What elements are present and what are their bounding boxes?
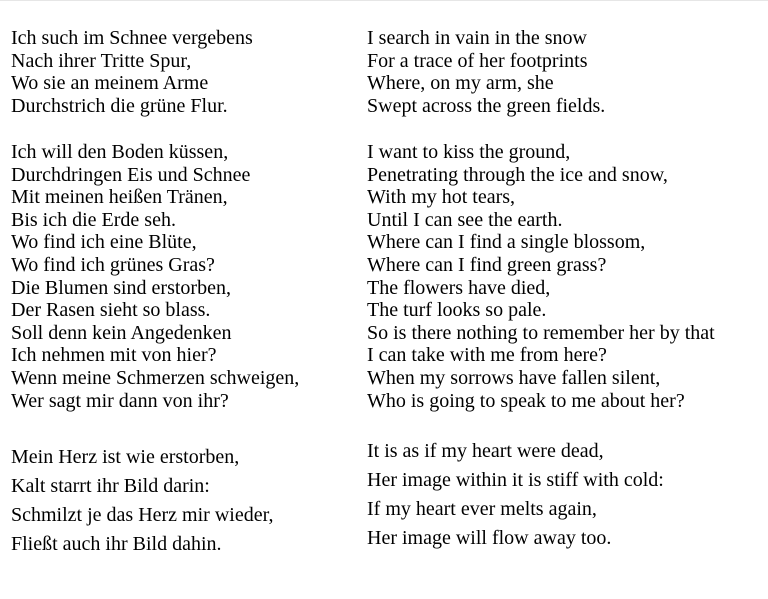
poem-line: Bis ich die Erde seh. — [11, 208, 176, 231]
poem-line: For a trace of her footprints — [367, 49, 588, 72]
poem-line: Where can I find green grass? — [367, 253, 607, 276]
poem-line: Kalt starrt ihr Bild darin: — [11, 475, 210, 497]
poem-line: If my heart ever melts again, — [367, 498, 597, 520]
poem-line: I search in vain in the snow — [367, 27, 587, 49]
poem-line: Wenn meine Schmerzen schweigen, — [11, 366, 300, 389]
poem-line: Wo find ich grünes Gras? — [11, 253, 215, 276]
poem-line: I want to kiss the ground, — [367, 141, 571, 163]
poem-line: Until I can see the earth. — [367, 208, 563, 231]
poem-line: Mein Herz ist wie erstorben, — [11, 446, 240, 468]
poem-line: With my hot tears, — [367, 186, 516, 209]
poem-line: Wo sie an meinem Arme — [11, 72, 209, 95]
poem-line: It is as if my heart were dead, — [367, 440, 604, 462]
poem-line: Wo find ich eine Blüte, — [11, 231, 197, 254]
poem-line: Soll denn kein Angedenken — [11, 321, 232, 344]
poem-line: Where, on my arm, she — [367, 72, 554, 95]
poem-line: Fließt auch ihr Bild dahin. — [11, 533, 222, 555]
poem-line: The flowers have died, — [367, 276, 551, 299]
english-stanza-1 — [367, 27, 605, 117]
english-stanza-2 — [367, 141, 715, 412]
poem-line: Her image within it is stiff with cold: — [367, 469, 664, 491]
poem-line: I can take with me from here? — [367, 344, 607, 367]
poem-line: Der Rasen sieht so blass. — [11, 299, 211, 322]
top-divider — [0, 0, 768, 1]
poem-line: Her image will flow away too. — [367, 527, 612, 549]
german-stanza-1 — [11, 27, 253, 117]
poem-line: Wer sagt mir dann von ihr? — [11, 389, 229, 412]
poem-line: So is there nothing to remember her by that — [367, 321, 715, 344]
poem-line: Who is going to speak to me about her? — [367, 389, 685, 412]
poem-line: When my sorrows have fallen silent, — [367, 366, 661, 389]
german-stanza-2 — [11, 141, 299, 412]
poem-line: Ich such im Schnee vergebens — [11, 27, 253, 49]
poem-line: The turf looks so pale. — [367, 299, 547, 322]
poem-line: Durchstrich die grüne Flur. — [11, 94, 228, 117]
poem-line: Nach ihrer Tritte Spur, — [11, 49, 192, 72]
poem-line: Die Blumen sind erstorben, — [11, 276, 231, 299]
poem-line: Where can I find a single blossom, — [367, 231, 646, 254]
german-stanza-3 — [11, 443, 273, 559]
english-stanza-3 — [367, 437, 664, 553]
poem-line: Durchdringen Eis und Schnee — [11, 163, 251, 186]
poem-line: Schmilzt je das Herz mir wieder, — [11, 504, 274, 526]
poem-line: Ich will den Boden küssen, — [11, 141, 229, 163]
poem-line: Mit meinen heißen Tränen, — [11, 186, 228, 209]
poem-line: Ich nehmen mit von hier? — [11, 344, 217, 367]
poem-line: Swept across the green fields. — [367, 94, 606, 117]
poem-line: Penetrating through the ice and snow, — [367, 163, 668, 186]
